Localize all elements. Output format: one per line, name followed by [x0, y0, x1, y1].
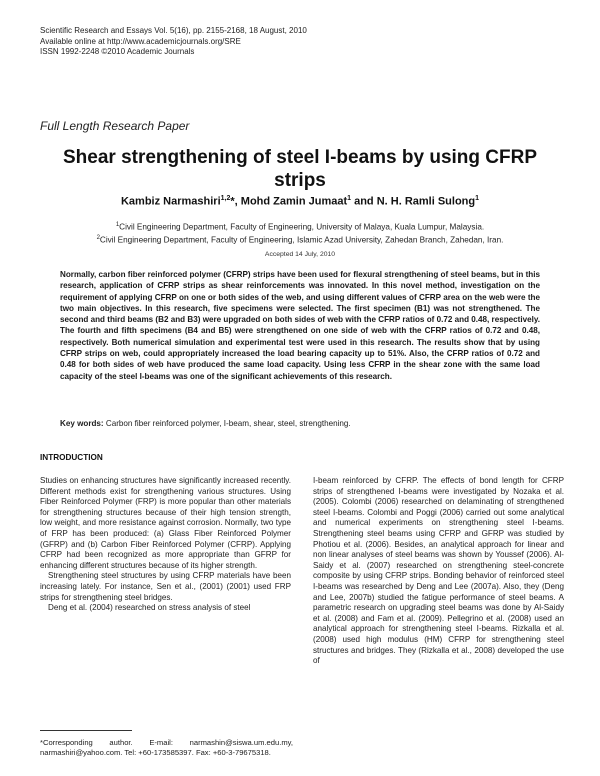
intro-paragraph: Studies on enhancing structures have significantly increased recently. Different methods exist for strengthening various structures. Using Fiber Reinforced Polymer (FRP) is more popular than other materials for strengthening structures because of their high tension strength, low weight, and more resistance against corrosion. Normally, two type of FRP has been produced: (a) Glass Fiber Reinforced Polymer (GFRP) and (b) Carbon Fiber Reinforced Polymer (CFRP). Applying CFRP had been recognized as more appropriate than GFRP for enhancing different structures because of its higher strength.: [40, 476, 291, 570]
author-2-name: Mohd Zamin Jumaat: [240, 195, 348, 208]
journal-url: Available online at http://www.academicjournals.org/SRE: [40, 36, 241, 46]
author-2-affiliation: 1: [347, 195, 352, 202]
accepted-date: Accepted 14 July, 2010: [264, 251, 336, 258]
title-line-1: Shear strengthening of steel I-beams by using CFRP: [62, 147, 538, 168]
journal-issn: ISSN 1992-2248 ©2010 Academic Journals: [40, 47, 195, 56]
author-1-affiliation: 1,2: [220, 195, 231, 202]
paper-type: Full Length Research Paper: [40, 119, 190, 133]
abstract: Normally, carbon fiber reinforced polymer (CFRP) strips have been used for flexural strengthening of steel beams, but in this research, application of CFRP strips as shear reinforcements was innovated. In this novel method, investigation on the requirement of applying CFRP on one or both sides of the web, and using different values of CFRP area on the web were the two main objectives. In this research, five specimens were selected. The first specimen (B1) was not strengthened. The second and third beams (B2 and B3) were upgraded on both sides of web with the CFRP ratios of 0.72 and 0.48, respectively. The fourth and fifth specimens (B4 and B5) were strengthened on one side of web with the CFRP ratios of 0.72 and 0.48, respectively. Both numerical simulation and experimental test were used in this research. The results show that by using CFRP strips on web, could appropriately increased the load bearing capacity up to 51%. Also, the CFRP ratios of 0.72 and 0.48 for both sides of web have produced the same load capacity. Using less CFRP in the shear zone with the same load capacity of the steel I-beams was one of the significant achievements of this research.: [60, 270, 540, 381]
affiliation-1: [40, 222, 560, 232]
intro-paragraph: Deng et al. (2004) researched on stress analysis of steel: [48, 603, 251, 613]
affiliation-2-number: 2: [96, 235, 100, 241]
footnote-divider: [40, 730, 132, 731]
author-separator: ,: [234, 195, 241, 208]
affiliation-1-number: 1: [115, 222, 120, 228]
author-3-affiliation: 1: [475, 195, 480, 202]
right-column: [313, 476, 564, 667]
keywords-text: Carbon fiber reinforced polymer, I-beam, shear, steel, strengthening.: [105, 419, 351, 428]
author-3-name: N. H. Ramli Sulong: [376, 195, 476, 208]
introduction-heading: INTRODUCTION: [40, 453, 103, 462]
author-separator: and: [351, 195, 377, 208]
affiliation-2: [40, 235, 560, 245]
intro-paragraph: I-beam reinforced by CFRP. The effects of bond length for CFRP strips of strengthened I-beams were investigated by Nozaka et al. (2005). Colombi (2006) researched on delaminating of strengthened steel I-beams. Colombi and Poggi (2006) carried out some analytical and numerical experiments on strengthening steel I-beams. Strengthening steel beams using CFRP and GFRP was studied by Photiou et al. (2006). Besides, an analytical approach for linear and non linear analyses of steel beams was shown by Youssef (2006). Al-Saidy et al. (2007) researched on strengthening steel-concrete composite by using CFRP strips. Bonding behavior of reinforced steel I-beams was researched by Deng and Lee (2007a). Also, they (Deng and Lee, 2007b) studied the fatigue performance of steel beams. A parametric research on upgrading steel beams was done by Al-Saidy et al. (2008) and Fam et al. (2009). Pellegrino et al. (2008) used an analytical approach for strengthening steel I-beams. Rizkalla et al. (2008) used high modulus (HM) CFRP for strengthening steel structures and bridges. They (Rizkalla et al., 2008) developed the use of: [313, 476, 564, 666]
journal-citation: Scientific Research and Essays Vol. 5(16), pp. 2155-2168, 18 August, 2010: [40, 26, 307, 35]
title-line-2: strips: [274, 170, 326, 191]
journal-header: [40, 26, 307, 58]
paper-title: [40, 146, 560, 192]
affiliation-2-text: Civil Engineering Department, Faculty of Engineering, Islamic Azad University, Zahedan Branch, Zahedan, Iran.: [99, 235, 504, 245]
author-1-name: Kambiz Narmashiri: [120, 195, 221, 208]
intro-paragraph: Strengthening steel structures by using CFRP materials have been increasing lately. For instance, Sen et al., (2001) (2001) used FRP strips for strengthening steel bridges.: [40, 571, 291, 602]
affiliation-1-text: Civil Engineering Department, Faculty of Engineering, University of Malaya, Kuala Lumpur, Malaysia.: [119, 222, 485, 232]
author-list: [40, 195, 560, 208]
keywords-label: Key words:: [60, 419, 104, 428]
corresponding-mark: *: [230, 195, 235, 208]
keywords: [60, 419, 540, 428]
left-column: [40, 476, 291, 614]
corresponding-author-footnote: *Corresponding author. E-mail: narmashin@siswa.um.edu.my, narmashiri@yahoo.com. Tel: +60-173585397. Fax: +60-3-79675318.: [40, 738, 293, 757]
